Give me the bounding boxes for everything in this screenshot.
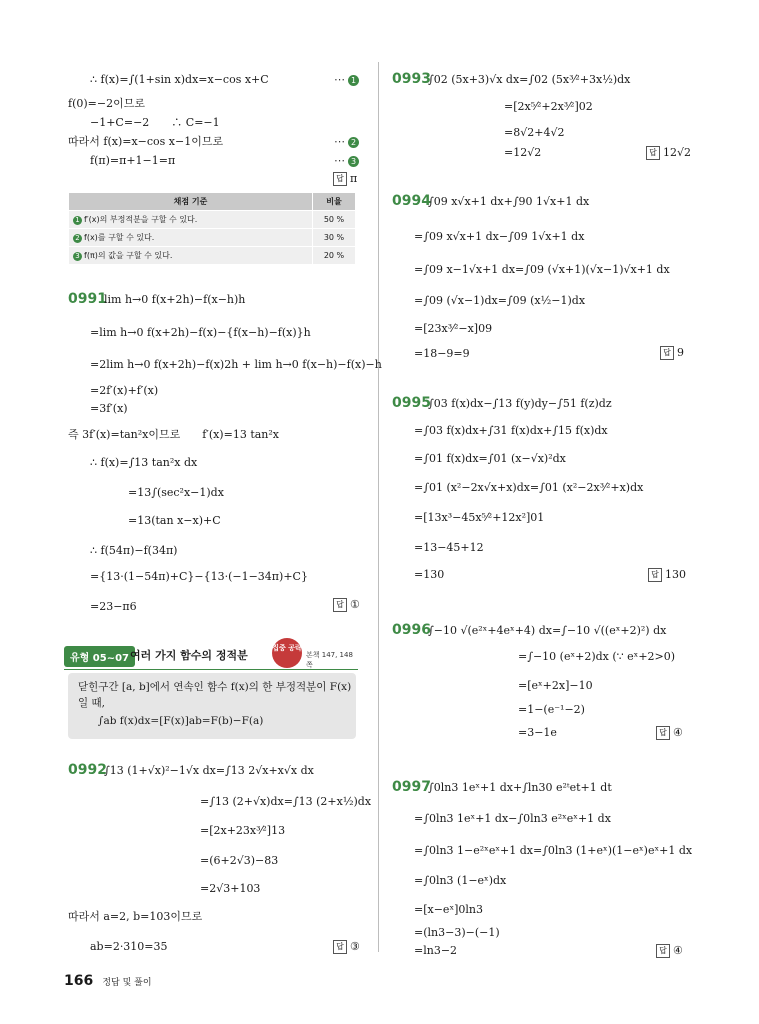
solution-line: =∫13 (2+√x)dx=∫13 (2+x½)dx — [200, 795, 372, 808]
answer: 답 π — [333, 172, 357, 186]
solution-line: lim h→0 f(x+2h)−f(x−h)h — [104, 293, 246, 306]
answer-badge-icon: 답 — [656, 944, 670, 958]
step-marker-1: ⋯ 1 — [334, 73, 359, 86]
solution-line: ∫0ln3 1eˣ+1 dx+∫ln30 e²ᵗet+1 dt — [428, 781, 612, 794]
section-reference: 본책 147, 148쪽 — [306, 651, 353, 669]
solution-line: =(ln3−3)−(−1) — [414, 926, 500, 939]
solution-line: ∫13 (1+√x)²−1√x dx=∫13 2√x+x√x dx — [104, 764, 314, 777]
solution-line: ∫−10 √(e²ˣ+4eˣ+4) dx=∫−10 √((eˣ+2)²) dx — [428, 624, 667, 637]
scoring-header-ratio: 비율 — [313, 193, 356, 211]
section-title: 여러 가지 함수의 정적분 — [130, 649, 248, 662]
solution-line: =∫0ln3 1−e²ˣeˣ+1 dx=∫0ln3 (1+eˣ)(1−eˣ)eˣ+1 dx — [414, 844, 693, 857]
solution-line: ab=2·310=35 — [90, 940, 168, 953]
solution-line: =∫0ln3 1eˣ+1 dx−∫0ln3 e²ˣeˣ+1 dx — [414, 812, 611, 825]
solution-line: =∫0ln3 (1−eˣ)dx — [414, 874, 507, 887]
solution-line: =12√2 — [504, 146, 542, 159]
solution-line: =∫09 x√x+1 dx−∫09 1√x+1 dx — [414, 230, 585, 243]
answer: 답 ④ — [656, 726, 683, 740]
solution-line: =13−45+12 — [414, 541, 484, 554]
solution-line: =∫09 x−1√x+1 dx=∫09 (√x+1)(√x−1)√x+1 dx — [414, 263, 670, 276]
page-footer — [64, 970, 152, 989]
step-marker-3: ⋯ 3 — [334, 154, 359, 167]
solution-line: ∫03 f(x)dx−∫13 f(y)dy−∫51 f(z)dz — [428, 397, 612, 410]
solution-line: =2lim h→0 f(x+2h)−f(x)2h + lim h→0 f(x−h)−f(x)−h — [90, 358, 382, 371]
solution-line: ∴ f(x)=∫(1+sin x)dx=x−cos x+C — [90, 73, 269, 86]
problem-number: 0997 — [392, 779, 431, 795]
solution-line: ∫09 x√x+1 dx+∫90 1√x+1 dx — [428, 195, 590, 208]
solution-line: =130 — [414, 568, 445, 581]
solution-line: =[2x+23x³⁄²]13 — [200, 824, 286, 837]
column-divider — [378, 62, 379, 952]
scoring-ratio: 20 % — [313, 247, 356, 265]
solution-line: =18−9=9 — [414, 347, 470, 360]
problem-number: 0992 — [68, 762, 107, 778]
answer: 답 ③ — [333, 940, 360, 954]
answer: 답 12√2 — [646, 146, 691, 160]
scoring-table — [68, 192, 356, 265]
page-number: 166 — [64, 973, 94, 989]
scoring-criterion: f(x)를 구할 수 있다. — [84, 233, 155, 242]
solution-line: =1−(e⁻¹−2) — [518, 703, 585, 716]
solution-line: =(6+2√3)−83 — [200, 854, 279, 867]
solution-line: =[eˣ+2x]−10 — [518, 679, 593, 692]
answer-badge-icon: 답 — [333, 172, 347, 186]
solution-line: =∫03 f(x)dx+∫31 f(x)dx+∫15 f(x)dx — [414, 424, 608, 437]
section-tag: 유형 05~07 — [64, 646, 135, 667]
solution-line: =8√2+4√2 — [504, 126, 565, 139]
concept-line: 닫힌구간 [a, b]에서 연속인 함수 f(x)의 한 부정적분이 F(x) — [78, 681, 352, 693]
concept-line: 일 때, — [78, 697, 105, 709]
problem-number: 0995 — [392, 395, 431, 411]
solution-line: =[13x³−45x⁵⁄²+12x²]01 — [414, 511, 545, 524]
solution-line: −1+C=−2 ∴ C=−1 — [90, 116, 220, 129]
solution-line: =∫01 (x²−2x√x+x)dx=∫01 (x²−2x³⁄²+x)dx — [414, 481, 644, 494]
table-row — [69, 229, 356, 247]
solution-line: ∴ f(54π)−f(34π) — [90, 544, 178, 557]
answer-badge-icon: 답 — [333, 598, 347, 612]
solution-line: =[2x⁵⁄²+2x³⁄²]02 — [504, 100, 593, 113]
concept-box — [68, 673, 356, 739]
scoring-criterion: f′(x)의 부정적분을 구할 수 있다. — [84, 215, 198, 224]
solution-line: ={13·(1−54π)+C}−{13·(−1−34π)+C} — [90, 570, 308, 583]
step-number-icon: 3 — [73, 252, 82, 261]
footer-label: 정답 및 풀이 — [102, 978, 152, 988]
answer: 답 130 — [648, 568, 686, 582]
problem-number: 0994 — [392, 193, 431, 209]
scoring-ratio: 50 % — [313, 211, 356, 229]
scoring-header-criteria: 채점 기준 — [69, 193, 313, 211]
problem-number: 0991 — [68, 291, 107, 307]
solution-line: 따라서 a=2, b=103이므로 — [68, 910, 203, 923]
section-header — [64, 638, 358, 670]
solution-line: =3f′(x) — [90, 402, 128, 415]
answer-badge-icon: 답 — [660, 346, 674, 360]
answer-badge-icon: 답 — [646, 146, 660, 160]
solution-line: f(π)=π+1−1=π — [90, 154, 176, 167]
concept-formula: ∫ab f(x)dx=[F(x)]ab=F(b)−F(a) — [98, 715, 264, 727]
solution-line: =13(tan x−x)+C — [128, 514, 221, 527]
scoring-ratio: 30 % — [313, 229, 356, 247]
scoring-criterion: f(π)의 값을 구할 수 있다. — [84, 251, 173, 260]
answer-badge-icon: 답 — [648, 568, 662, 582]
answer-badge-icon: 답 — [333, 940, 347, 954]
answer-badge-icon: 답 — [656, 726, 670, 740]
section-underline — [64, 669, 358, 670]
solution-line: =∫09 (√x−1)dx=∫09 (x½−1)dx — [414, 294, 586, 307]
solution-line: =3−1e — [518, 726, 557, 739]
solution-line: =ln3−2 — [414, 944, 458, 957]
solution-line: =[23x³⁄²−x]09 — [414, 322, 493, 335]
table-row — [69, 247, 356, 265]
solution-line: =23−π6 — [90, 600, 137, 613]
solution-line: =∫01 f(x)dx=∫01 (x−√x)²dx — [414, 452, 566, 465]
problem-number: 0996 — [392, 622, 431, 638]
solution-line: =[x−eˣ]0ln3 — [414, 903, 483, 916]
solution-line: =∫−10 (eˣ+2)dx (∵ eˣ+2>0) — [518, 650, 676, 663]
step-number-icon: 1 — [73, 216, 82, 225]
solution-line: ∴ f(x)=∫13 tan²x dx — [90, 456, 198, 469]
step-marker-2: ⋯ 2 — [334, 135, 359, 148]
answer: 답 ① — [333, 598, 360, 612]
focus-badge: 집중 공략 — [272, 638, 302, 668]
table-row — [69, 211, 356, 229]
answer: 답 ④ — [656, 944, 683, 958]
solution-line: =2f′(x)+f′(x) — [90, 384, 159, 397]
problem-number: 0993 — [392, 71, 431, 87]
solution-line: f(0)=−2이므로 — [68, 97, 145, 110]
solution-line: 따라서 f(x)=x−cos x−1이므로 — [68, 135, 224, 148]
answer: 답 9 — [660, 346, 684, 360]
solution-line: =lim h→0 f(x+2h)−f(x)−{f(x−h)−f(x)}h — [90, 326, 311, 339]
solution-line: 즉 3f′(x)=tan²x이므로 f′(x)=13 tan²x — [68, 428, 279, 441]
solution-line: =2√3+103 — [200, 882, 261, 895]
solution-line: =13∫(sec²x−1)dx — [128, 486, 224, 499]
step-number-icon: 2 — [73, 234, 82, 243]
solution-line: ∫02 (5x+3)√x dx=∫02 (5x³⁄²+3x½)dx — [428, 73, 631, 86]
